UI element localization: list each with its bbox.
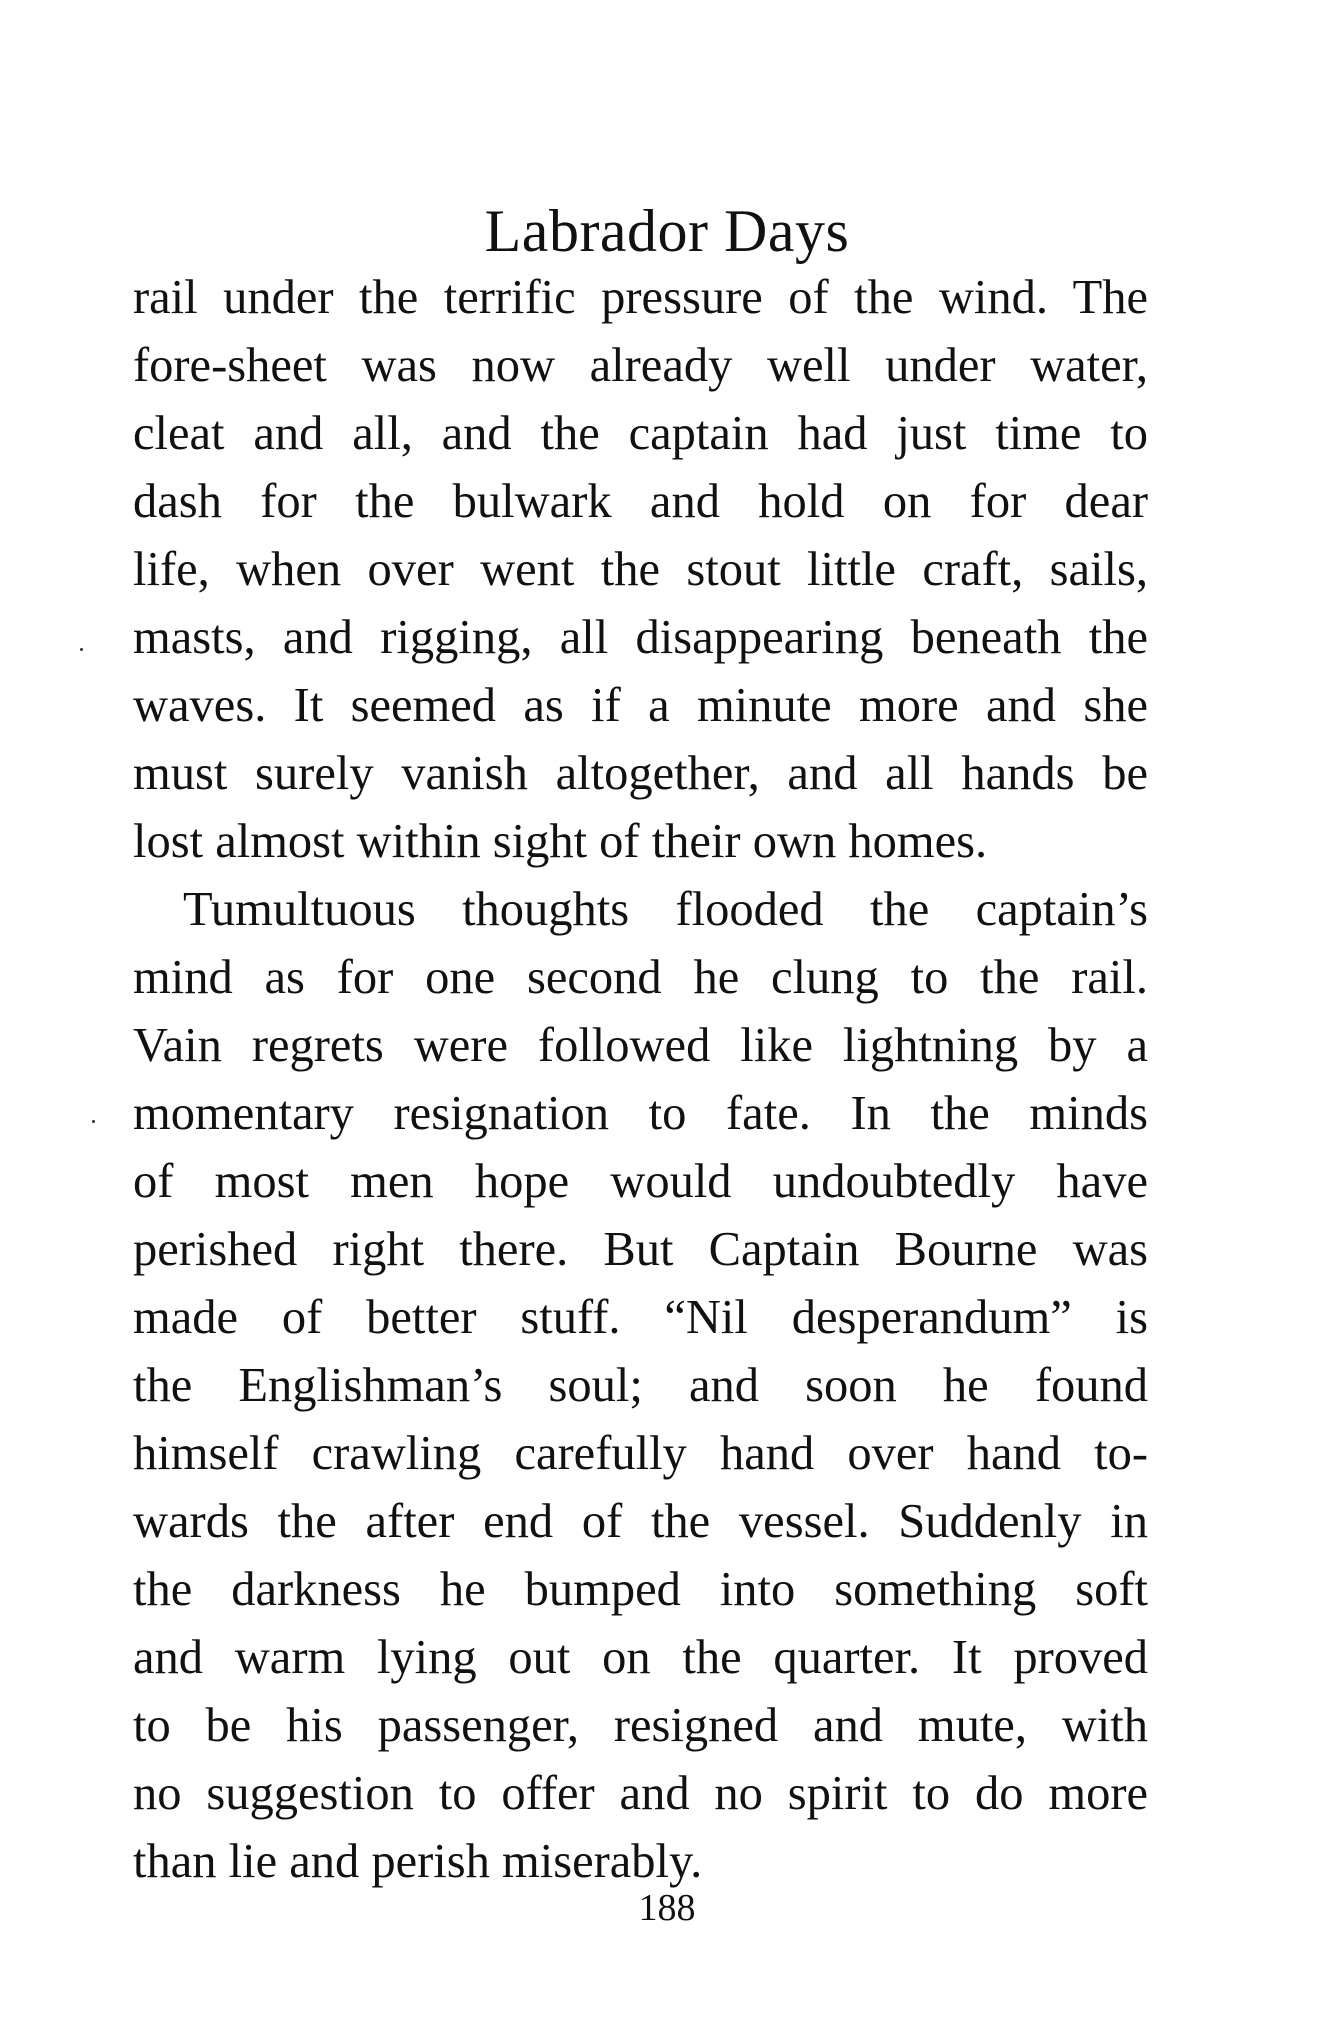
text-line: himself crawling carefully hand over hand to- bbox=[133, 1427, 1148, 1480]
text-line: mind as for one second he clung to the rail. bbox=[133, 951, 1148, 1004]
text-line: dash for the bulwark and hold on for dear bbox=[133, 475, 1148, 528]
text-line: waves. It seemed as if a minute more and she bbox=[133, 679, 1148, 732]
paragraph-1 bbox=[133, 264, 1148, 876]
text-line: rail under the terrific pressure of the wind. The bbox=[133, 271, 1148, 324]
text-line: no suggestion to offer and no spirit to do more bbox=[133, 1767, 1148, 1820]
body-text bbox=[133, 264, 1148, 1896]
text-line: life, when over went the stout little craft, sails, bbox=[133, 543, 1148, 596]
page-number: 188 bbox=[638, 1887, 696, 1929]
text-line: of most men hope would undoubtedly have bbox=[133, 1155, 1148, 1208]
text-line: to be his passenger, resigned and mute, with bbox=[133, 1699, 1148, 1752]
text-line: Vain regrets were followed like lightning by a bbox=[133, 1019, 1148, 1072]
text-line: and warm lying out on the quarter. It proved bbox=[133, 1631, 1148, 1684]
text-line: made of better stuff. “Nil desperandum” is bbox=[133, 1291, 1148, 1344]
print-speck bbox=[92, 1120, 95, 1123]
text-line: must surely vanish altogether, and all hands be bbox=[133, 747, 1148, 800]
text-line: cleat and all, and the captain had just time to bbox=[133, 407, 1148, 460]
text-line: wards the after end of the vessel. Suddenly in bbox=[133, 1495, 1148, 1548]
text-line: momentary resignation to fate. In the minds bbox=[133, 1087, 1148, 1140]
running-header: Labrador Days bbox=[484, 198, 850, 264]
text-line: masts, and rigging, all disappearing beneath the bbox=[133, 611, 1148, 664]
paragraph-2 bbox=[133, 876, 1148, 1896]
text-line: perished right there. But Captain Bourne was bbox=[133, 1223, 1148, 1276]
print-speck bbox=[80, 648, 83, 651]
text-line: the Englishman’s soul; and soon he found bbox=[133, 1359, 1148, 1412]
text-line: Tumultuous thoughts flooded the captain’s bbox=[183, 883, 1148, 936]
text-line: than lie and perish miserably. bbox=[133, 1835, 703, 1888]
text-line: fore-sheet was now already well under water, bbox=[133, 339, 1148, 392]
text-line: the darkness he bumped into something soft bbox=[133, 1563, 1148, 1616]
text-line: lost almost within sight of their own homes. bbox=[133, 815, 988, 868]
